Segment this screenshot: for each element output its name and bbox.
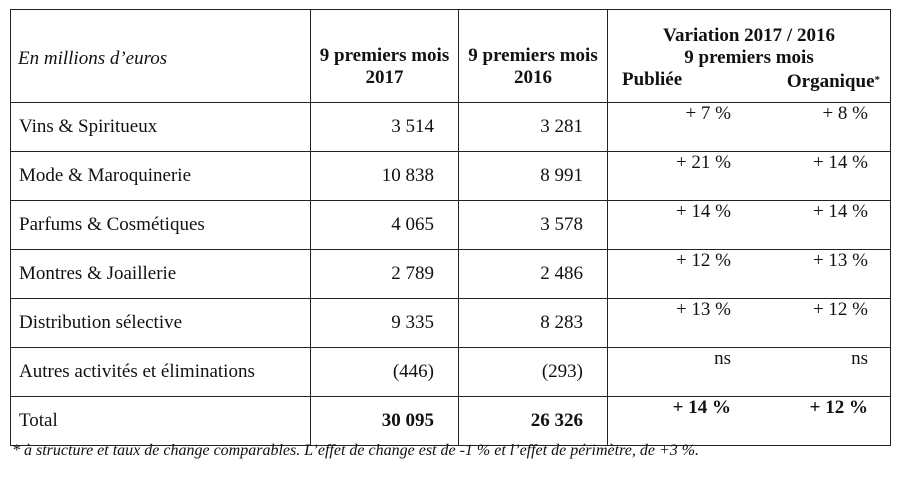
value-2016: 2 486 [459, 250, 608, 299]
total-organic: + 12 % [809, 397, 868, 418]
published-value: + 14 % [675, 201, 731, 222]
organic-value: + 13 % [812, 250, 868, 271]
organic-header [787, 69, 880, 93]
table-row [11, 201, 891, 250]
table-row [11, 348, 891, 397]
published-value: ns [714, 348, 731, 369]
total-2017: 30 095 [311, 397, 459, 446]
table-row [11, 299, 891, 348]
col-2017-header [311, 10, 459, 103]
value-2017: 3 514 [311, 103, 459, 152]
total-variation [608, 397, 891, 446]
value-2017: 2 789 [311, 250, 459, 299]
value-2016: 3 281 [459, 103, 608, 152]
row-label: Vins & Spiritueux [11, 103, 311, 152]
row-variation [608, 103, 891, 152]
total-published: + 14 % [672, 397, 731, 418]
row-variation [608, 299, 891, 348]
row-variation [608, 250, 891, 299]
value-2016: 8 283 [459, 299, 608, 348]
variation-subtitle: 9 premiers mois [684, 47, 814, 68]
value-2016: 8 991 [459, 152, 608, 201]
row-label: Distribution sélective [11, 299, 311, 348]
row-variation [608, 152, 891, 201]
value-2017: 4 065 [311, 201, 459, 250]
table-row [11, 152, 891, 201]
revenue-table [10, 9, 891, 446]
total-row [11, 397, 891, 446]
row-label: Autres activités et éliminations [11, 348, 311, 397]
organic-footnote-mark: * [874, 74, 880, 86]
published-label: Publiée [622, 69, 683, 90]
value-2016: (293) [459, 348, 608, 397]
total-label: Total [11, 397, 311, 446]
published-value: + 12 % [675, 250, 731, 271]
organic-value: + 14 % [812, 201, 868, 222]
col-2016-label: 9 premiers mois 2016 [468, 45, 598, 88]
units-header [11, 10, 311, 103]
organic-value: ns [851, 348, 868, 369]
organic-value: + 12 % [812, 299, 868, 320]
organic-label: Organique [786, 71, 875, 92]
col-2017-label: 9 premiers mois 2017 [319, 45, 450, 88]
footnote: * à structure et taux de change comparables. L’effet de change est de -1 % et l’effet de périmètre, de +3 %. [12, 442, 700, 459]
variation-header [608, 10, 891, 103]
row-variation [608, 201, 891, 250]
col-2016-header [459, 10, 608, 103]
row-label: Mode & Maroquinerie [11, 152, 311, 201]
units-label: En millions d’euros [18, 48, 168, 69]
table-row [11, 250, 891, 299]
organic-value: + 14 % [812, 152, 868, 173]
value-2017: 9 335 [311, 299, 459, 348]
value-2016: 3 578 [459, 201, 608, 250]
value-2017: (446) [311, 348, 459, 397]
table-header-row [11, 10, 891, 103]
published-value: + 13 % [675, 299, 731, 320]
row-variation [608, 348, 891, 397]
row-label: Parfums & Cosmétiques [11, 201, 311, 250]
total-2016: 26 326 [459, 397, 608, 446]
published-value: + 7 % [685, 103, 731, 124]
table-row [11, 103, 891, 152]
organic-value: + 8 % [822, 103, 868, 124]
row-label: Montres & Joaillerie [11, 250, 311, 299]
published-value: + 21 % [675, 152, 731, 173]
table-body [11, 103, 891, 397]
variation-title: Variation 2017 / 2016 [663, 25, 835, 46]
value-2017: 10 838 [311, 152, 459, 201]
